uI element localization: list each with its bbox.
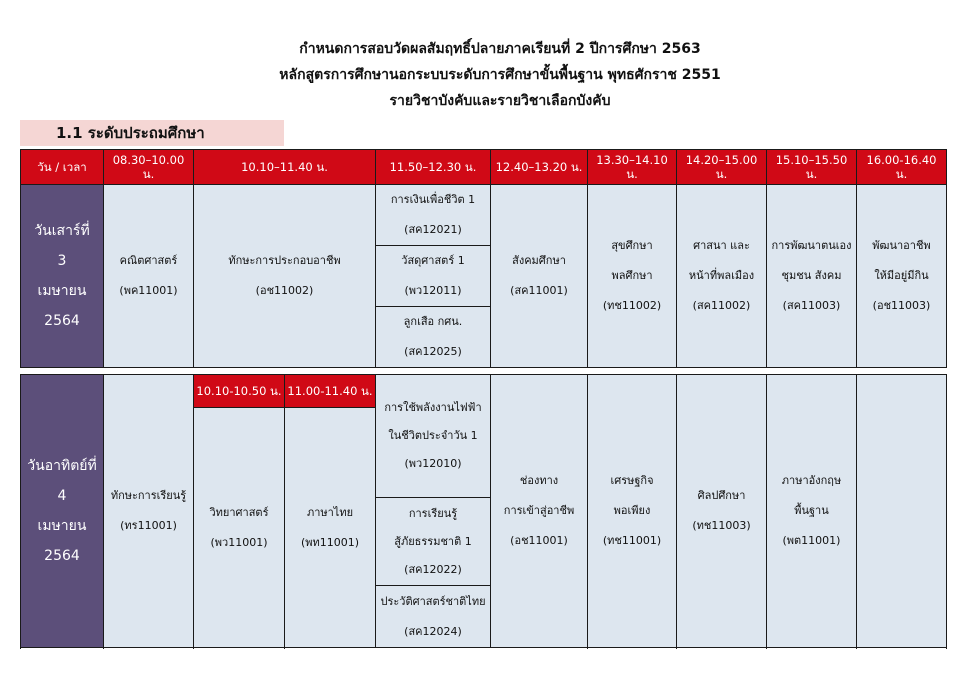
header-slot-6: 14.20–15.00 น. (677, 150, 767, 185)
subject-name: การเรียนรู้ (408, 506, 458, 520)
subject-name: สังคมศึกษา (512, 254, 566, 267)
subject-code: (สค12022) (404, 562, 462, 576)
subject-name-2: พลศึกษา (611, 269, 653, 282)
subject-cell (588, 185, 677, 368)
header-slot-3: 11.50–12.30 น. (376, 150, 491, 185)
empty-cell (857, 375, 947, 648)
day-name: วันอาทิตย์ที่ (27, 458, 97, 474)
subject-code: (พต11001) (782, 534, 841, 547)
subject-name: ลูกเสือ กศน. (403, 315, 463, 328)
header-slot-8: 16.00-16.40 น. (857, 150, 947, 185)
subject-code: (ทร11001) (120, 519, 177, 532)
subject-name-2: ให้มีอยู่มีกิน (874, 269, 929, 282)
header-slot-7: 15.10–15.50 น. (767, 150, 857, 185)
subject-cell (376, 586, 491, 648)
subject-name: ทักษะการประกอบอาชีพ (228, 254, 341, 267)
header-line-2: หลักสูตรการศึกษานอกระบบระดับการศึกษาขั้นพื้นฐาน พุทธศักราช 2551 (279, 67, 721, 83)
subject-code: (ทช11001) (602, 534, 662, 547)
day-month: เมษายน (37, 518, 87, 534)
subject-cell (194, 185, 376, 368)
subheader-slot-b: 11.00-11.40 น. (285, 375, 376, 408)
subject-name: คณิตศาสตร์ (119, 254, 178, 267)
day-cell-sunday (21, 375, 104, 648)
subject-name-2: การเข้าสู่อาชีพ (503, 504, 575, 517)
subject-cell (376, 375, 491, 498)
header-slot-5: 13.30–14.10 น. (588, 150, 677, 185)
header-slot-1: 08.30–10.00 น. (104, 150, 194, 185)
day-name: วันเสาร์ที่ (34, 223, 90, 239)
day-year: 2564 (44, 313, 80, 329)
header-line-1: กำหนดการสอบวัดผลสัมฤทธิ์ปลายภาคเรียนที่ 2 ปีการศึกษา 2563 (299, 41, 701, 57)
subject-code: (พว12010) (404, 457, 462, 470)
subject-cell (285, 408, 376, 648)
subject-name: วัสดุศาสตร์ 1 (401, 254, 465, 267)
subject-cell (767, 375, 857, 648)
subject-code: (สค11002) (692, 299, 751, 312)
section-title-primary (20, 120, 284, 146)
subject-cell (104, 185, 194, 368)
subject-name: ศิลปศึกษา (697, 489, 746, 502)
document-header (0, 36, 960, 114)
subject-cell (677, 185, 767, 368)
subject-name-2: สู้ภัยธรรมชาติ 1 (394, 534, 472, 548)
subject-name: ภาษาไทย (306, 505, 354, 519)
subject-name: ภาษาอังกฤษ (781, 474, 842, 487)
subject-name: การเงินเพื่อชีวิต 1 (390, 193, 476, 206)
subject-code: (สค11001) (510, 284, 568, 297)
subject-cell (491, 375, 588, 648)
subject-name: การใช้พลังงานไฟฟ้า (384, 401, 482, 414)
subject-code: (สค12024) (404, 624, 462, 638)
subject-code: (อช11003) (872, 299, 931, 312)
schedule-table-sunday (20, 374, 947, 648)
subject-cell (588, 375, 677, 648)
subject-name: ประวัติศาสตร์ชาติไทย (380, 594, 486, 608)
subject-cell (376, 246, 491, 307)
subject-cell (104, 375, 194, 648)
subject-cell (767, 185, 857, 368)
subject-code: (อช11001) (510, 534, 568, 547)
subject-cell (194, 408, 285, 648)
subject-name-2: พื้นฐาน (794, 504, 829, 517)
day-year: 2564 (44, 548, 80, 564)
section-title-text: 1.1 ระดับประถมศึกษา (56, 124, 205, 142)
subject-name: สุขศึกษา (611, 239, 653, 252)
day-date: 3 (57, 253, 67, 269)
subject-code: (สค11003) (782, 299, 841, 312)
subject-name: วิทยาศาสตร์ (209, 505, 269, 519)
day-month: เมษายน (37, 283, 87, 299)
subject-name-2: ชุมชน สังคม (781, 269, 842, 282)
subject-cell (376, 307, 491, 368)
subject-cell (491, 185, 588, 368)
subject-name: ทักษะการเรียนรู้ (110, 489, 187, 502)
day-cell-saturday (21, 185, 104, 368)
subject-code: (พท11001) (300, 535, 360, 549)
schedule-table-saturday (20, 149, 947, 368)
subject-cell (376, 185, 491, 246)
header-slot-4: 12.40–13.20 น. (491, 150, 588, 185)
subject-cell (376, 498, 491, 586)
header-day-time: วัน / เวลา (21, 150, 104, 185)
subject-code: (พว11001) (210, 535, 268, 549)
subject-cell (677, 375, 767, 648)
subject-cell (857, 185, 947, 368)
subject-name: พัฒนาอาชีพ (872, 239, 931, 252)
subject-code: (สค12025) (404, 345, 462, 358)
subject-name: ศาสนา และ (693, 239, 750, 252)
subject-code: (ทช11002) (602, 299, 662, 312)
subject-name: ช่องทาง (519, 474, 559, 487)
subject-code: (ทช11003) (692, 519, 751, 532)
subject-name: การพัฒนาตนเอง (771, 239, 852, 252)
subject-code: (สค12021) (404, 223, 462, 236)
subject-code: (พค11001) (119, 284, 178, 297)
subject-name-2: หน้าที่พลเมือง (688, 269, 755, 282)
subject-code: (พว12011) (404, 284, 462, 297)
header-line-3: รายวิชาบังคับและรายวิชาเลือกบังคับ (389, 93, 611, 109)
header-slot-2: 10.10–11.40 น. (194, 150, 376, 185)
day-date: 4 (57, 488, 67, 504)
subject-name-2: พอเพียง (613, 504, 651, 517)
subject-name-2: ในชีวิตประจำวัน 1 (388, 429, 478, 442)
subject-code: (อช11002) (255, 284, 314, 297)
subject-name: เศรษฐกิจ (610, 474, 654, 487)
subheader-slot-a: 10.10-10.50 น. (194, 375, 285, 408)
